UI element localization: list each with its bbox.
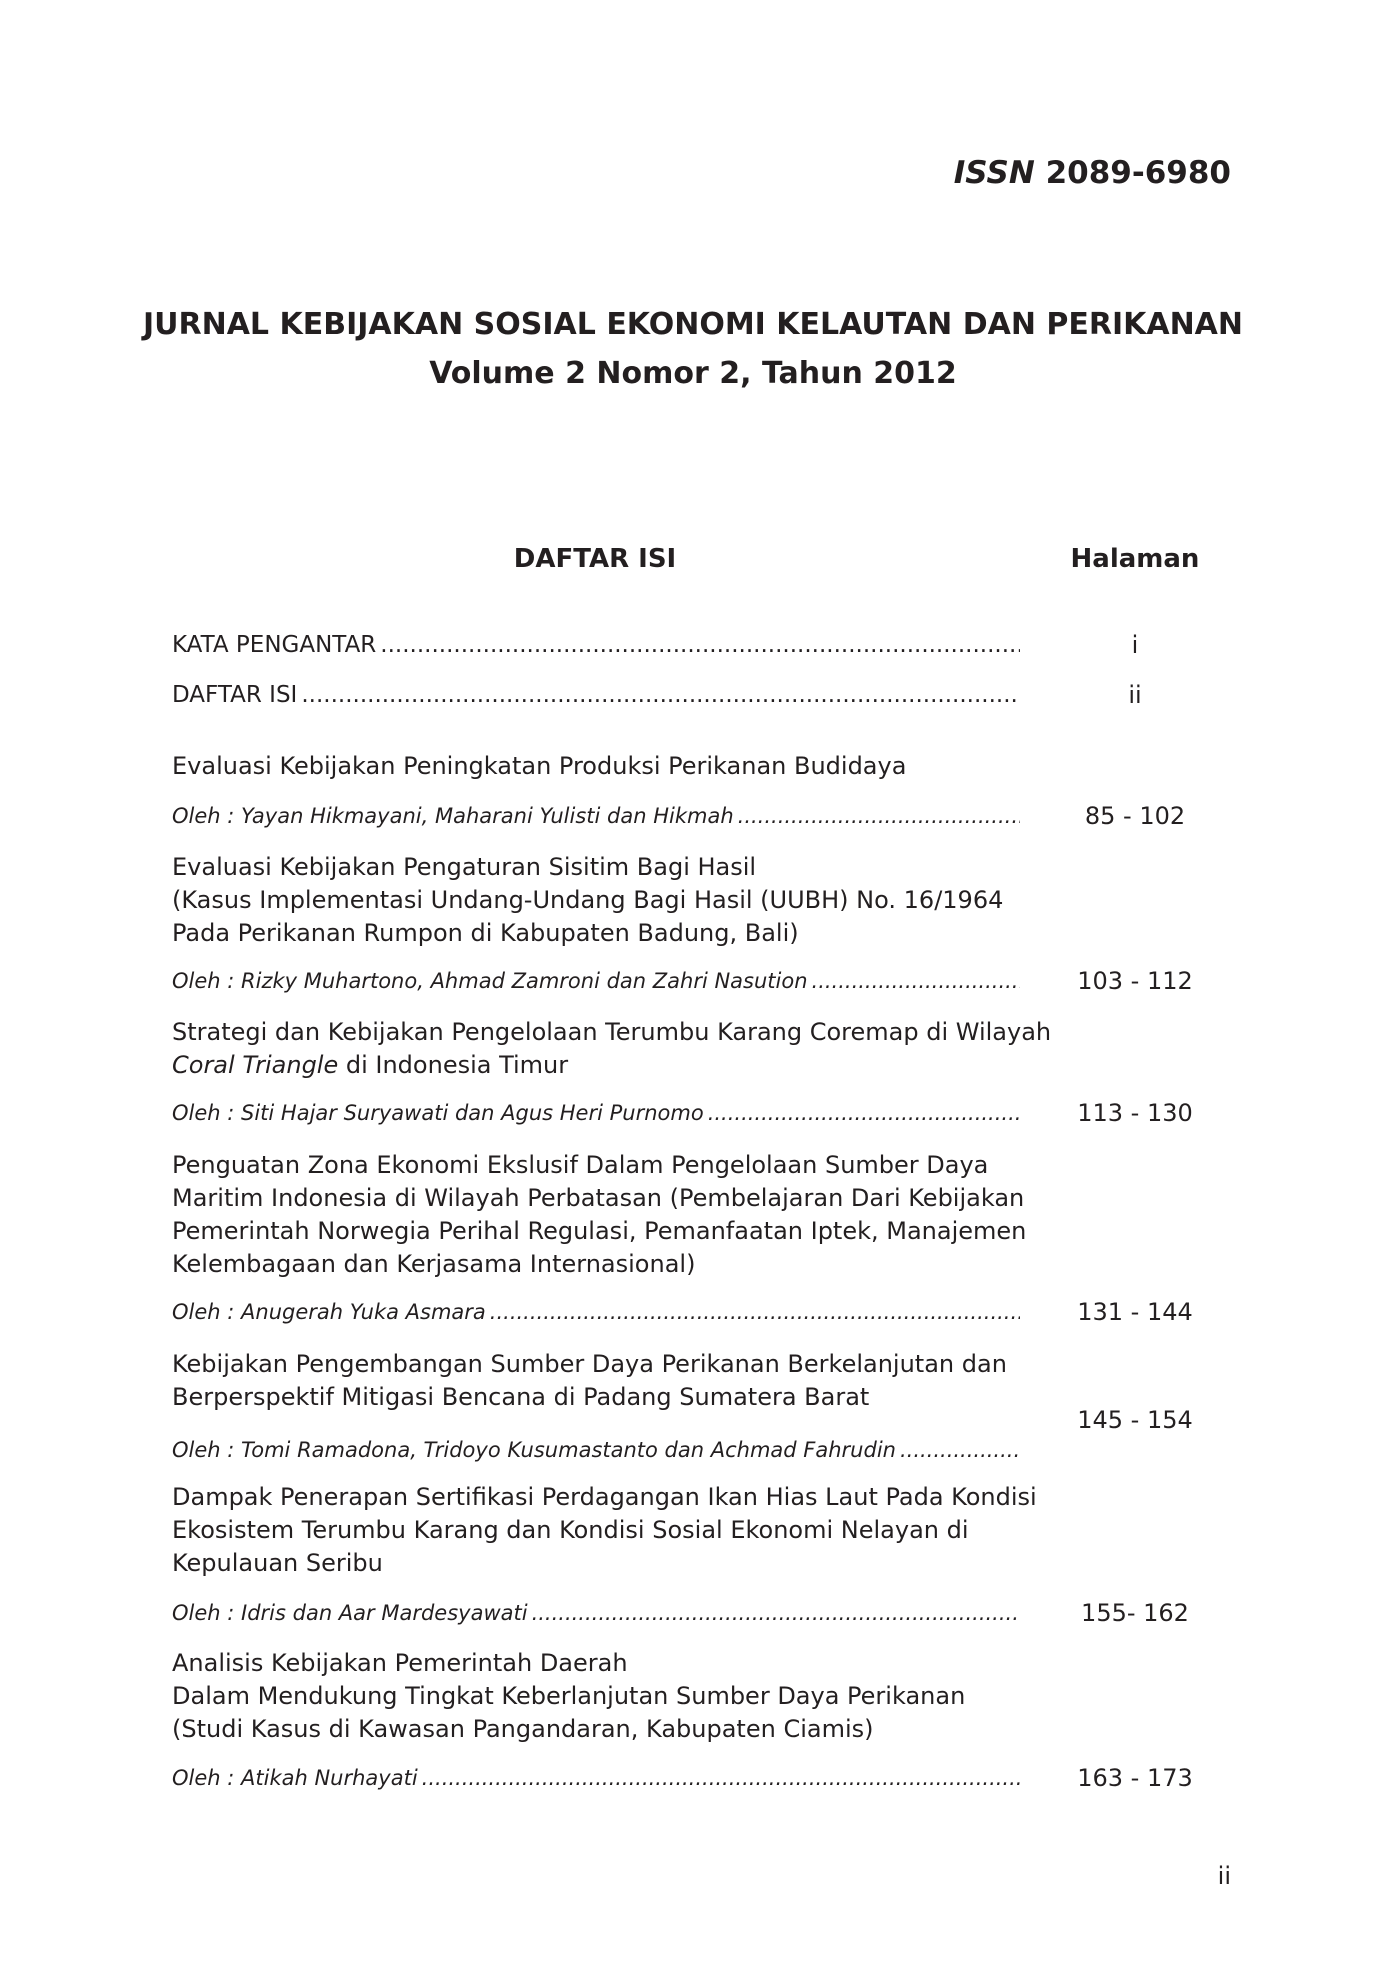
page-number: ii (1217, 1862, 1231, 1890)
article-pages: 113 - 130 (1077, 1099, 1193, 1127)
toc-page-kata-pengantar: i (1131, 631, 1139, 659)
toc-entry-kata-pengantar: KATA PENGANTAR ..... (172, 630, 1020, 660)
article-pages: 131 - 144 (1077, 1298, 1193, 1326)
issn-number: 2089-6980 (1045, 155, 1231, 191)
article-authors: Oleh : Siti Hajar Suryawati dan Agus Heri Purnomo ..... (172, 1098, 1020, 1128)
article-authors: Oleh : Tomi Ramadona, Tridoyo Kusumastanto dan Achmad Fahrudin ..... (172, 1435, 1020, 1465)
toc-entry-daftar-isi: DAFTAR ISI ..... (172, 680, 1020, 710)
article-pages: 103 - 112 (1077, 967, 1193, 995)
article-authors: Oleh : Anugerah Yuka Asmara ..... (172, 1297, 1020, 1327)
article-pages: 85 - 102 (1084, 802, 1186, 830)
article-title: Dampak Penerapan Sertifikasi Perdagangan Ikan Hias Laut Pada Kondisi Ekosistem Terumbu Karang dan Kondisi Sosial Ekonomi Nelayan di Kepulauan Seribu (172, 1483, 1037, 1577)
article-authors: Oleh : Atikah Nurhayati ..... (172, 1763, 1020, 1793)
article-authors: Oleh : Yayan Hikmayani, Maharani Yulisti dan Hikmah ..... (172, 801, 1020, 831)
article-pages: 155- 162 (1081, 1599, 1189, 1627)
article-pages: 145 - 154 (1077, 1406, 1193, 1434)
page-column-heading: Halaman (1070, 544, 1200, 574)
article-title: Strategi dan Kebijakan Pengelolaan Terumbu Karang Coremap di Wilayah Coral Triangle di Indonesia Timur (172, 1018, 1052, 1079)
journal-volume: Volume 2 Nomor 2, Tahun 2012 (429, 356, 957, 391)
article-authors: Oleh : Rizky Muhartono, Ahmad Zamroni dan Zahri Nasution ..... (172, 966, 1020, 996)
article-title: Analisis Kebijakan Pemerintah Daerah Dalam Mendukung Tingkat Keberlanjutan Sumber Daya Perikanan (Studi Kasus di Kawasan Pangandaran, Kabupaten Ciamis) (172, 1649, 966, 1743)
article-title: Evaluasi Kebijakan Peningkatan Produksi Perikanan Budidaya (172, 752, 907, 780)
toc-heading: DAFTAR ISI (513, 544, 677, 574)
article-authors: Oleh : Idris dan Aar Mardesyawati ..... (172, 1598, 1020, 1628)
toc-page-daftar-isi: ii (1128, 681, 1142, 709)
article-title: Evaluasi Kebijakan Pengaturan Sisitim Bagi Hasil (Kasus Implementasi Undang-Undang Bagi Hasil (UUBH) No. 16/1964 Pada Perikanan Rumpon di Kabupaten Badung, Bali) (172, 853, 1004, 947)
italic-term: Coral Triangle (172, 1051, 339, 1079)
journal-title: JURNAL KEBIJAKAN SOSIAL EKONOMI KELAUTAN DAN PERIKANAN (142, 307, 1244, 342)
article-title: Penguatan Zona Ekonomi Ekslusif Dalam Pengelolaan Sumber Daya Maritim Indonesia di Wilayah Perbatasan (Pembelajaran Dari Kebijakan Pemerintah Norwegia Perihal Regulasi, Pemanfaatan Iptek, Manajemen Kelembagaan dan Kerjasama Internasional) (172, 1151, 1027, 1278)
issn-label: ISSN (953, 155, 1035, 191)
issn (954, 155, 1231, 191)
article-title: Kebijakan Pengembangan Sumber Daya Perikanan Berkelanjutan dan Berperspektif Mitigasi Bencana di Padang Sumatera Barat (172, 1350, 1007, 1411)
article-pages: 163 - 173 (1077, 1764, 1193, 1792)
